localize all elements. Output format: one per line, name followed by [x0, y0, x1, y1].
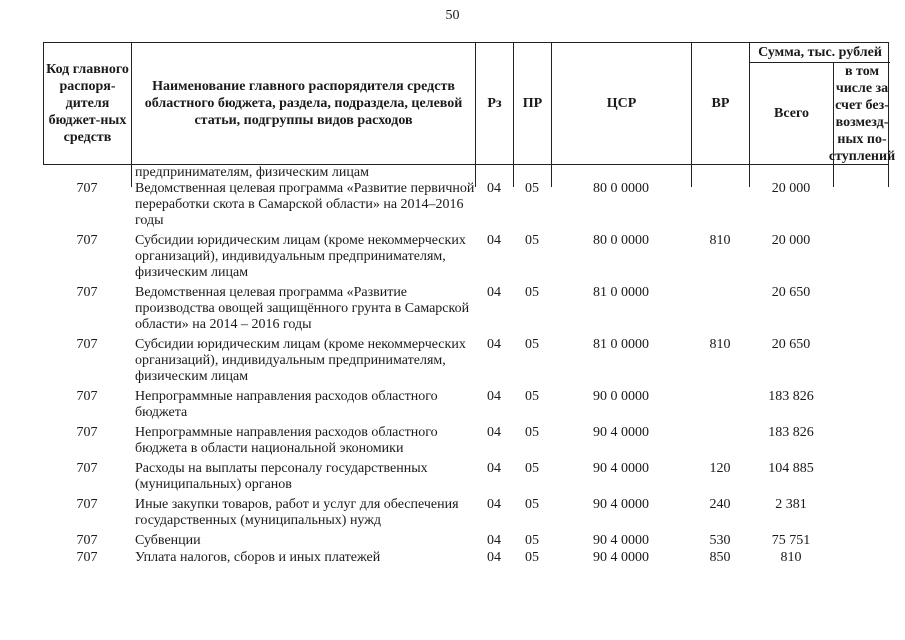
table-row — [43, 233, 889, 281]
row-csr: 90 4 0000 — [593, 461, 649, 476]
continuation-row — [43, 165, 889, 181]
table-row — [43, 285, 889, 333]
table-header — [43, 42, 896, 165]
continuation-text: предпринимателям, физическим лицам — [135, 165, 369, 180]
row-pr: 05 — [525, 461, 539, 476]
row-total: 20 650 — [771, 337, 811, 352]
row-total: 20 000 — [771, 181, 811, 196]
row-rz: 04 — [487, 337, 501, 352]
row-csr: 81 0 0000 — [593, 337, 649, 352]
header-sum-title: Сумма, тыс. рублей — [750, 43, 890, 63]
row-name: Субсидии юридическим лицам (кроме некоммерческих организаций), индивидуальным предпринимателям, физическим лицам — [135, 233, 466, 280]
row-rz: 04 — [487, 181, 501, 196]
header-vr: ВР — [692, 43, 750, 164]
row-code: 707 — [76, 389, 98, 404]
row-rz: 04 — [487, 389, 501, 404]
header-sum-incl: в том числе за счет без-возмезд-ных по-ступлений — [828, 63, 896, 164]
row-csr: 90 4 0000 — [593, 533, 649, 548]
table-rows — [43, 181, 889, 566]
row-pr: 05 — [525, 550, 539, 565]
row-code: 707 — [76, 285, 98, 300]
row-code: 707 — [76, 533, 98, 548]
row-csr: 81 0 0000 — [593, 285, 649, 300]
row-pr: 05 — [525, 285, 539, 300]
row-code: 707 — [76, 550, 98, 565]
row-vr: 120 — [709, 461, 731, 476]
header-csr: ЦСР — [552, 43, 692, 164]
row-code: 707 — [76, 497, 98, 512]
row-csr: 90 4 0000 — [593, 497, 649, 512]
row-name: Ведомственная целевая программа «Развитие первичной переработки скота в Самарской области» на 2014–2016 годы — [135, 181, 475, 228]
row-name: Субсидии юридическим лицам (кроме некоммерческих организаций), индивидуальным предпринимателям, физическим лицам — [135, 337, 466, 384]
row-rz: 04 — [487, 425, 501, 440]
row-pr: 05 — [525, 181, 539, 196]
row-code: 707 — [76, 181, 98, 196]
header-rz: Рз — [476, 43, 514, 164]
row-total: 75 751 — [771, 533, 811, 548]
row-total: 104 885 — [768, 461, 814, 476]
table-row — [43, 533, 889, 549]
row-pr: 05 — [525, 533, 539, 548]
table-row — [43, 425, 889, 457]
table-row — [43, 181, 889, 229]
row-vr: 810 — [709, 233, 731, 248]
row-csr: 80 0 0000 — [593, 233, 649, 248]
row-name: Непрограммные направления расходов областного бюджета — [135, 389, 438, 420]
row-total: 20 000 — [771, 233, 811, 248]
table-row — [43, 497, 889, 529]
row-pr: 05 — [525, 337, 539, 352]
page-number: 50 — [445, 8, 460, 23]
header-code: Код главного распоря-дителя бюджет-ных средств — [44, 43, 132, 164]
header-sum-total: Всего — [750, 63, 834, 164]
table-row — [43, 337, 889, 385]
row-total: 183 826 — [768, 389, 814, 404]
row-name: Уплата налогов, сборов и иных платежей — [135, 550, 381, 565]
row-total: 2 381 — [775, 497, 807, 512]
row-vr: 530 — [709, 533, 731, 548]
header-pr: ПР — [514, 43, 552, 164]
row-total: 183 826 — [768, 425, 814, 440]
row-pr: 05 — [525, 389, 539, 404]
row-rz: 04 — [487, 497, 501, 512]
row-total: 20 650 — [771, 285, 811, 300]
row-code: 707 — [76, 337, 98, 352]
row-name: Расходы на выплаты персоналу государственных (муниципальных) органов — [135, 461, 428, 492]
row-code: 707 — [76, 461, 98, 476]
row-rz: 04 — [487, 285, 501, 300]
row-vr: 850 — [709, 550, 731, 565]
row-total: 810 — [780, 550, 802, 565]
row-csr: 80 0 0000 — [593, 181, 649, 196]
row-pr: 05 — [525, 425, 539, 440]
table-row — [43, 389, 889, 421]
row-rz: 04 — [487, 533, 501, 548]
row-csr: 90 0 0000 — [593, 389, 649, 404]
row-rz: 04 — [487, 550, 501, 565]
row-code: 707 — [76, 233, 98, 248]
row-name: Непрограммные направления расходов областного бюджета в области национальной экономики — [135, 425, 438, 456]
table-row — [43, 550, 889, 566]
row-pr: 05 — [525, 497, 539, 512]
row-csr: 90 4 0000 — [593, 425, 649, 440]
table-body — [43, 165, 889, 566]
header-sum-sub — [750, 63, 896, 164]
row-vr: 810 — [709, 337, 731, 352]
header-sum — [750, 43, 896, 164]
table-row — [43, 461, 889, 493]
row-rz: 04 — [487, 461, 501, 476]
row-code: 707 — [76, 425, 98, 440]
row-pr: 05 — [525, 233, 539, 248]
row-name: Субвенции — [135, 533, 201, 548]
row-name: Ведомственная целевая программа «Развитие производства овощей защищённого грунта в Самарской области» на 2014 – 2016 годы — [135, 285, 470, 332]
row-vr: 240 — [709, 497, 731, 512]
row-csr: 90 4 0000 — [593, 550, 649, 565]
row-name: Иные закупки товаров, работ и услуг для обеспечения государственных (муниципальных) нужд — [135, 497, 459, 528]
row-rz: 04 — [487, 233, 501, 248]
header-name: Наименование главного распорядителя средств областного бюджета, раздела, подраздела, целевой статьи, подгруппы видов расходов — [132, 43, 476, 164]
